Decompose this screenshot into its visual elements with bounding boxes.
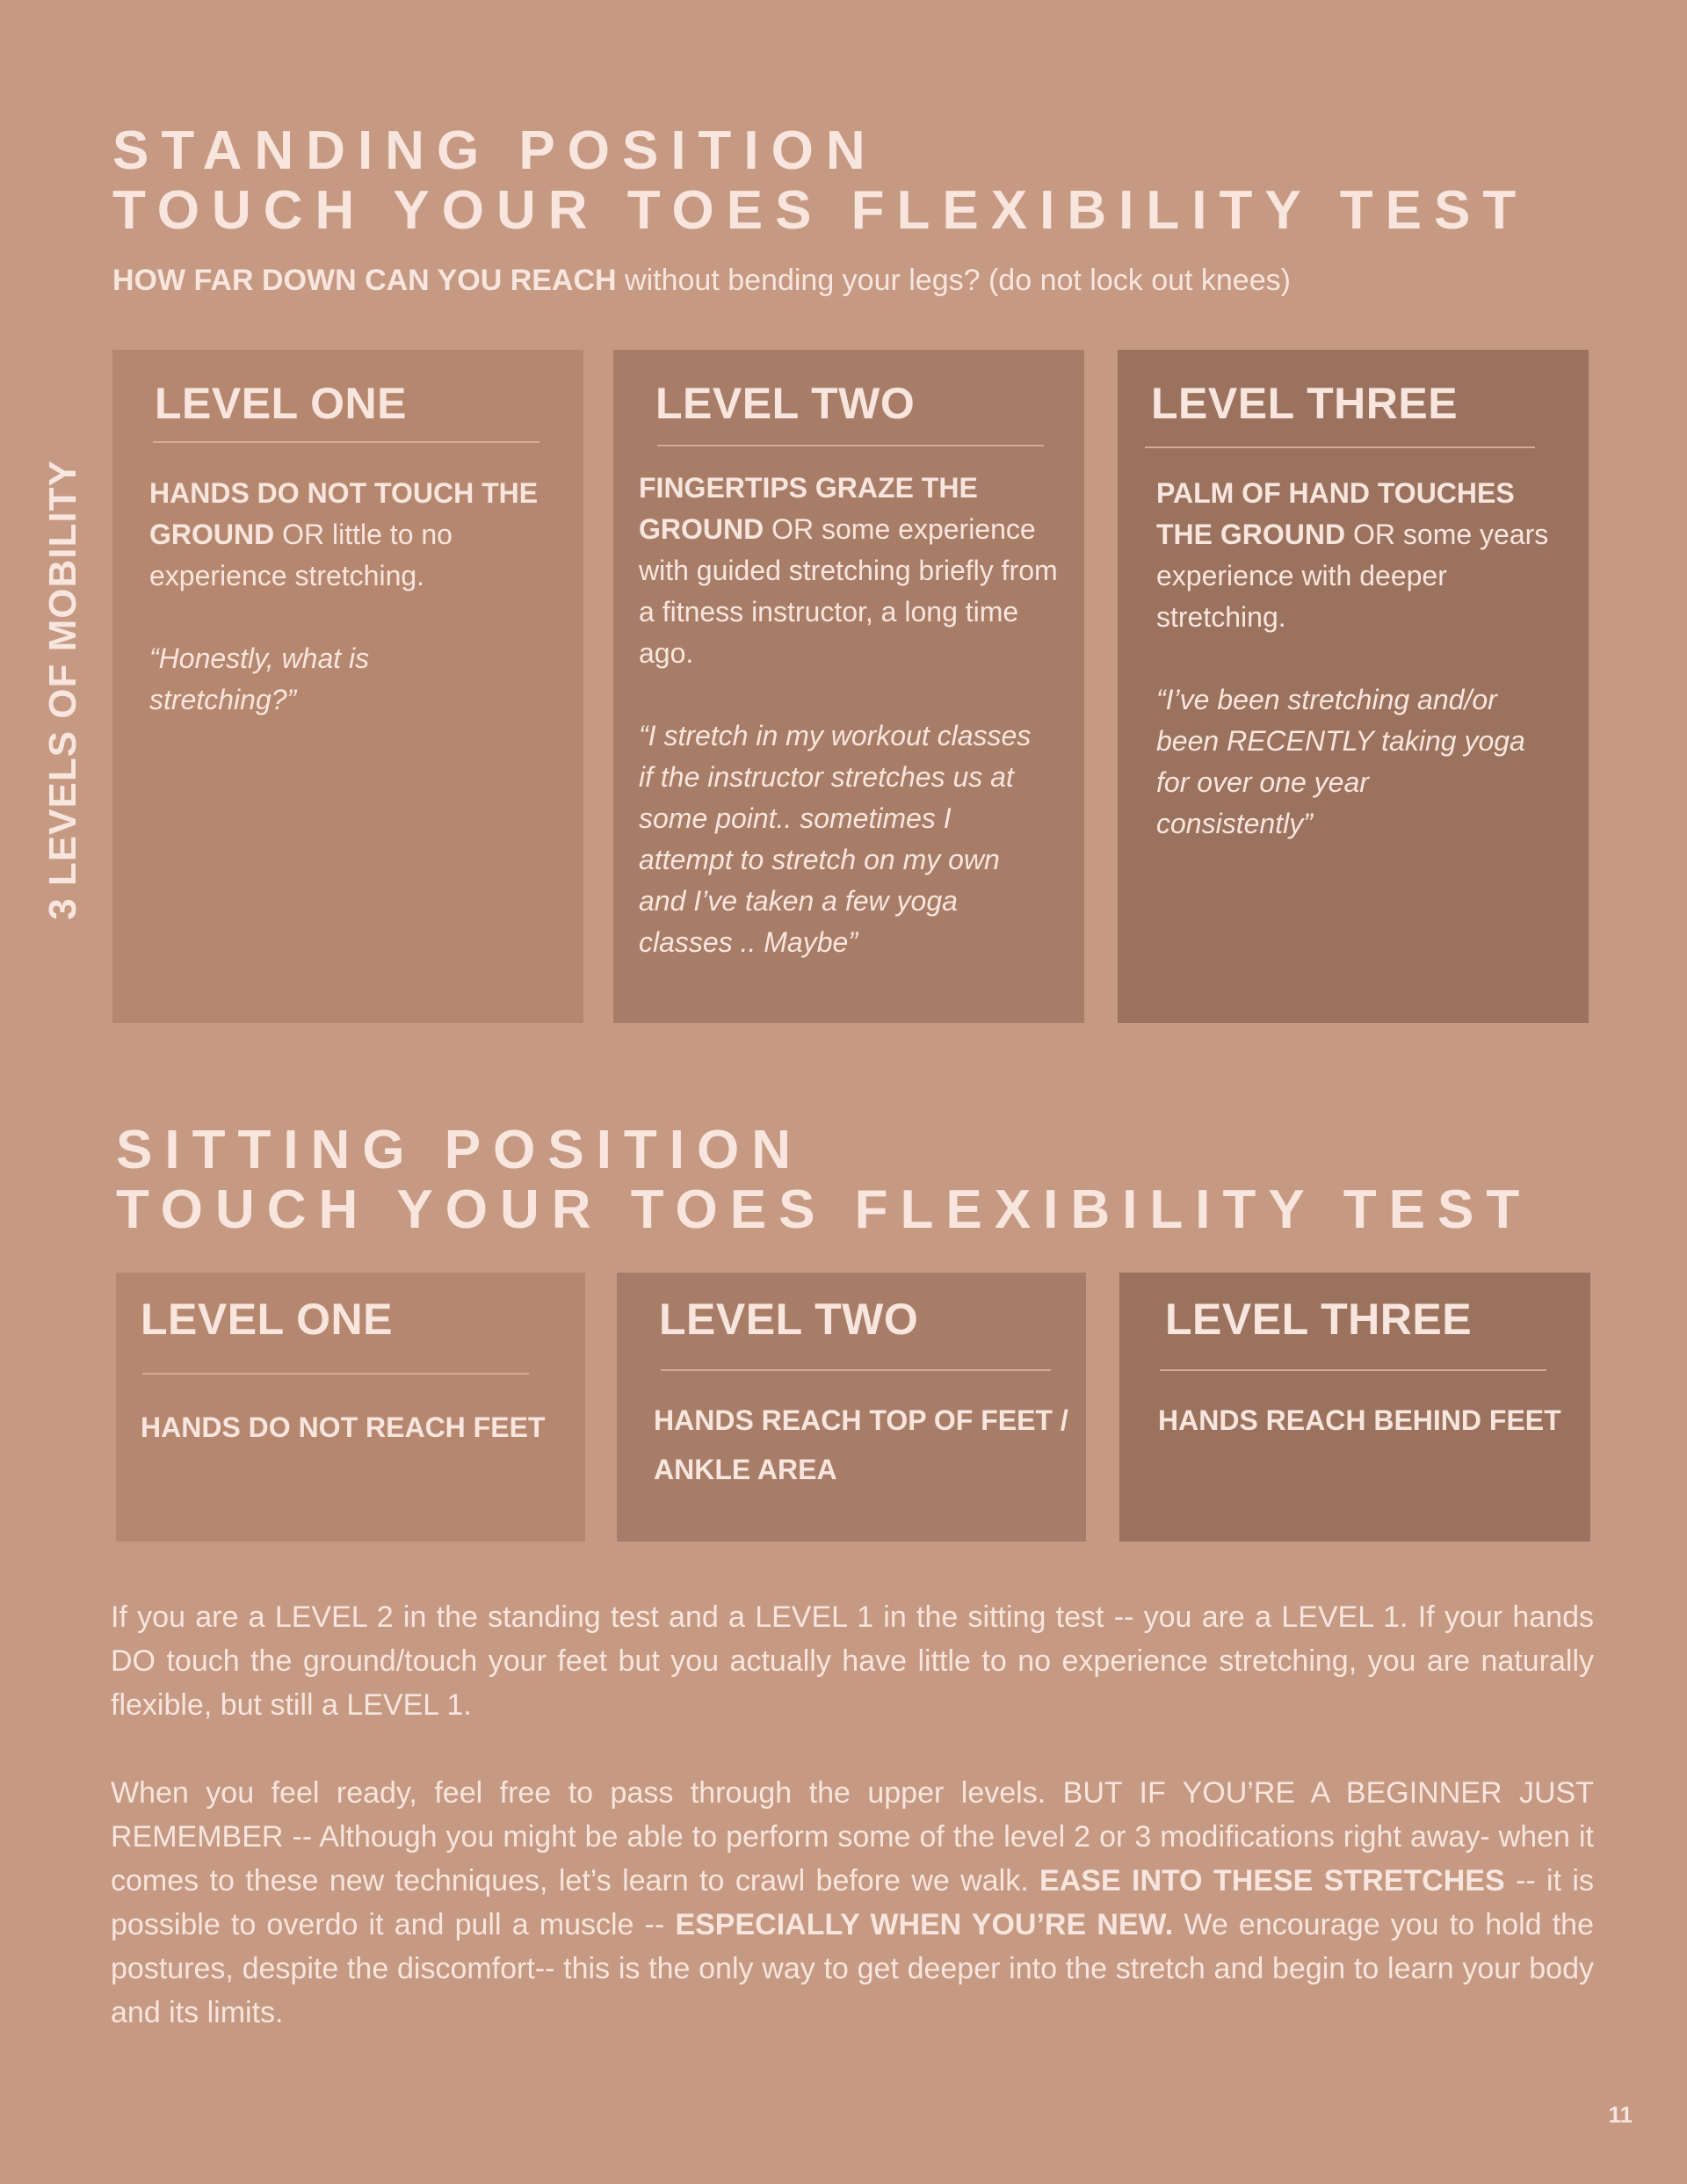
card-heading: LEVEL THREE <box>1151 379 1459 428</box>
card-quote: “I stretch in my workout classes if the instructor stretches us at some point.. sometimes I attempt to stretch on my own and I’ve taken a few yoga classes .. Maybe” <box>639 720 1032 958</box>
sitting-level-three-card <box>1119 1273 1590 1542</box>
sitting-title-line1: SITTING POSITION <box>116 1120 804 1180</box>
card-body <box>149 473 562 721</box>
card-heading: LEVEL ONE <box>141 1295 393 1344</box>
paragraph-level-rule: If you are a LEVEL 2 in the standing test and a LEVEL 1 in the sitting test -- you are a LEVEL 1. If your hands DO touch the ground/touch your feet but you actually have little to no experience stretching, you are naturally flexible, but still a LEVEL 1. <box>111 1600 1594 1722</box>
card-description-bold: PALM OF HAND TOUCHES THE GROUND <box>1156 477 1515 550</box>
standing-level-three-card <box>1118 350 1589 1023</box>
card-description: HANDS DO NOT REACH FEET <box>141 1411 546 1443</box>
card-divider <box>1160 1369 1546 1371</box>
card-body <box>639 468 1078 963</box>
card-divider <box>661 1369 1051 1371</box>
card-description <box>149 473 562 597</box>
advice-bold: EASE INTO THESE STRETCHES <box>1039 1864 1505 1897</box>
card-heading: LEVEL TWO <box>659 1295 919 1344</box>
card-description: HANDS REACH BEHIND FEET <box>1158 1404 1561 1436</box>
sitting-title-line2: TOUCH YOUR TOES FLEXIBILITY TEST <box>116 1179 1532 1240</box>
card-heading: LEVEL THREE <box>1165 1295 1473 1344</box>
standing-title-line1: STANDING POSITION <box>112 120 878 181</box>
card-divider <box>657 445 1044 446</box>
sitting-level-one-card <box>116 1273 585 1542</box>
standing-subtitle-rest: without bending your legs? (do not lock out knees) <box>616 264 1291 297</box>
card-description <box>1156 473 1569 638</box>
advice-text: We encourage you to hold the postures, despite the discomfort-- this is the only way to get deeper into the stretch and begin to learn your body and its limits. <box>111 1908 1594 2029</box>
card-body <box>1156 473 1569 845</box>
card-divider <box>153 441 539 443</box>
standing-title <box>112 121 1528 241</box>
card-heading: LEVEL ONE <box>155 379 407 428</box>
card-heading: LEVEL TWO <box>655 379 916 428</box>
card-divider <box>142 1373 529 1375</box>
sitting-title <box>116 1121 1531 1240</box>
card-quote: “I’ve been stretching and/or been RECENTLY taking yoga for over one year consistently” <box>1156 684 1525 839</box>
standing-subtitle-bold: HOW FAR DOWN CAN YOU REACH <box>112 264 617 297</box>
advice-text: -- it is possible to overdo it and pull a muscle -- <box>111 1864 1594 1941</box>
card-description-text: OR some years experience with deeper stretching. <box>1156 519 1549 633</box>
card-description: HANDS REACH TOP OF FEET / ANKLE AREA <box>654 1404 1068 1485</box>
card-description-bold: HANDS DO NOT TOUCH THE GROUND <box>149 477 539 550</box>
standing-level-one-card <box>112 350 583 1023</box>
standing-subtitle <box>112 264 1291 298</box>
side-label: 3 LEVELS OF MOBILITY <box>41 460 84 920</box>
advice-bold: ESPECIALLY WHEN YOU’RE NEW. <box>675 1908 1174 1941</box>
card-description <box>639 468 1078 674</box>
sitting-level-two-card <box>617 1273 1086 1542</box>
card-divider <box>1145 446 1535 448</box>
standing-level-two-card <box>613 350 1084 1023</box>
card-description-text: OR little to no experience stretching. <box>149 519 453 591</box>
standing-title-line2: TOUCH YOUR TOES FLEXIBILITY TEST <box>112 180 1529 241</box>
card-quote: “Honestly, what is stretching?” <box>149 642 370 715</box>
card-description-text: OR some experience with guided stretching briefly from a fitness instructor, a long time ago. <box>639 513 1058 669</box>
paragraph-advice <box>111 1771 1594 2035</box>
page-number: 11 <box>1608 2101 1633 2128</box>
card-description-bold: FINGERTIPS GRAZE THE GROUND <box>639 472 978 545</box>
advice-text: When you feel ready, feel free to pass through the upper levels. BUT IF YOU’RE A BEGINNER JUST REMEMBER -- Although you might be able to perform some of the level 2 or 3 modifications right away- when it comes to these new techniques, let’s learn to crawl before we walk. <box>111 1776 1594 1897</box>
